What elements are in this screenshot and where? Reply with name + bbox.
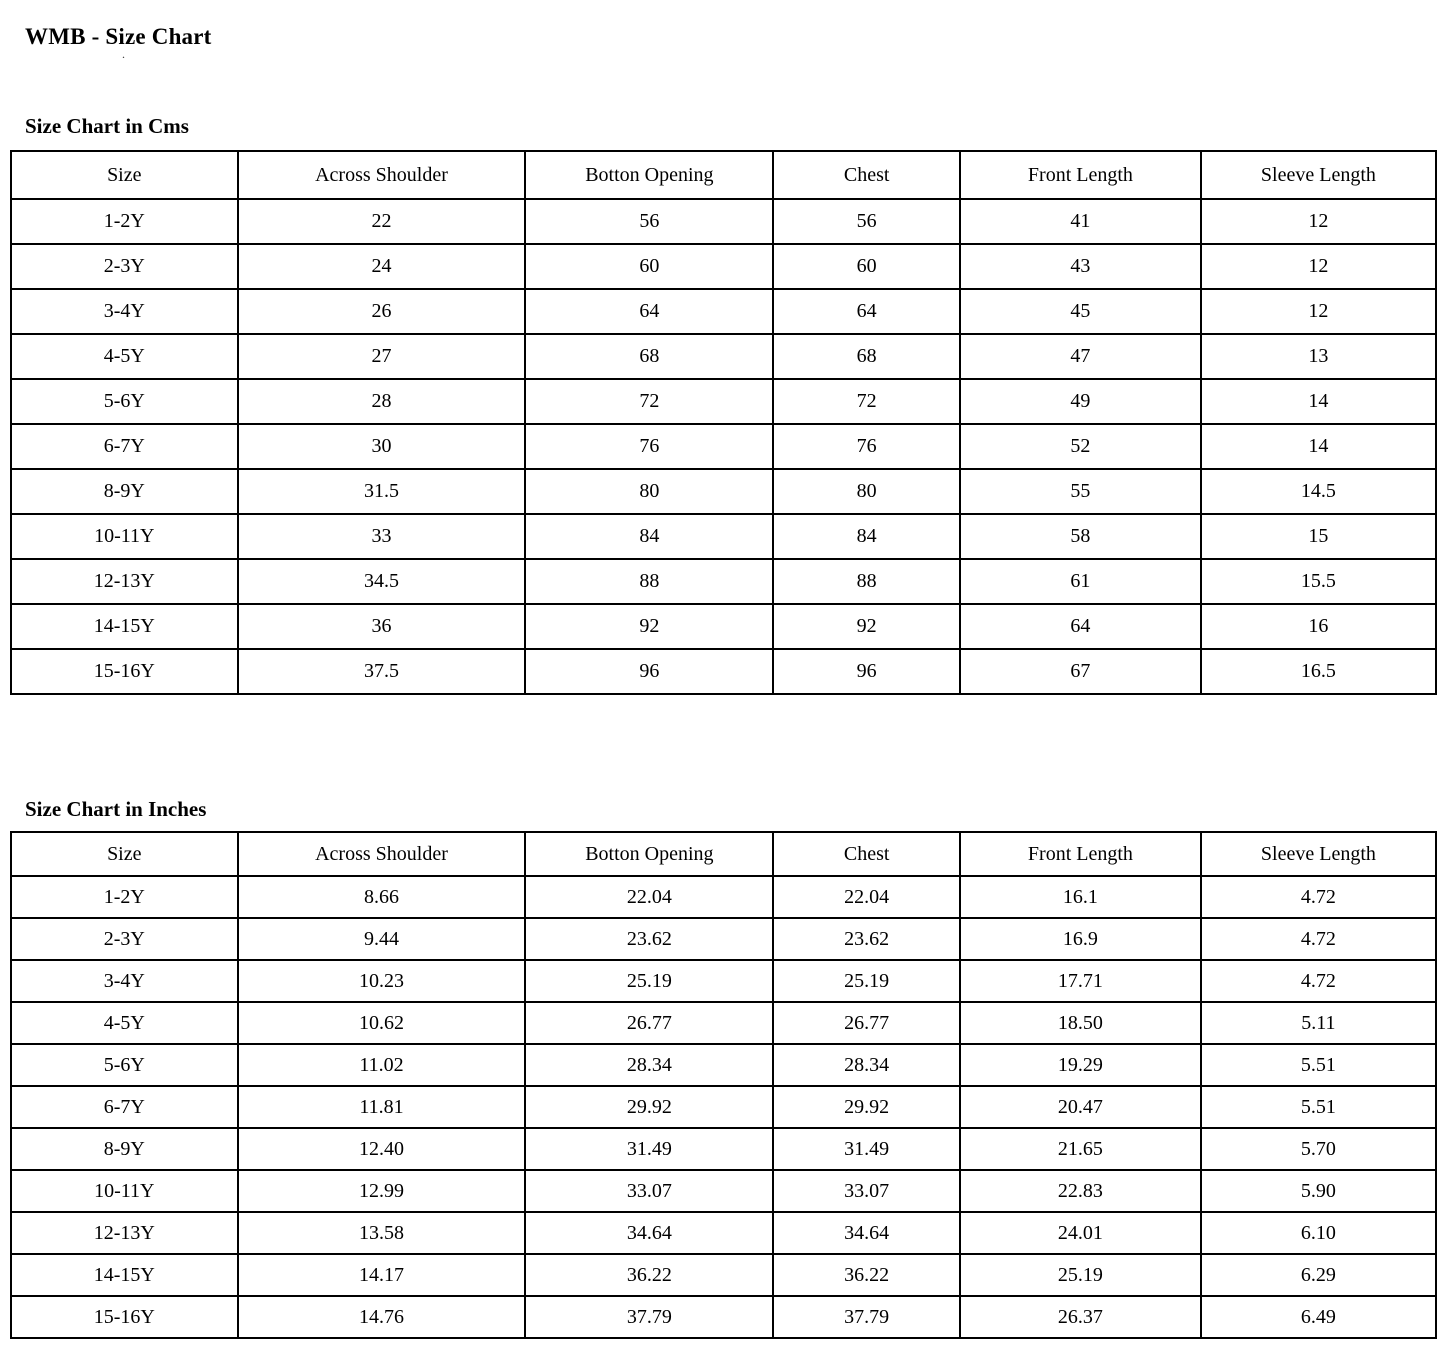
section-heading-cms: Size Chart in Cms	[25, 114, 189, 138]
value-cell: 11.81	[238, 1086, 526, 1128]
size-cell: 4-5Y	[11, 1002, 238, 1044]
table-row	[11, 469, 1436, 514]
value-cell: 56	[525, 199, 773, 244]
column-header: Botton Opening	[525, 151, 773, 199]
size-cell: 4-5Y	[11, 334, 238, 379]
size-cell: 3-4Y	[11, 289, 238, 334]
value-cell: 14.76	[238, 1296, 526, 1338]
column-header: Size	[11, 832, 238, 876]
column-header: Front Length	[960, 832, 1201, 876]
value-cell: 30	[238, 424, 526, 469]
table-row	[11, 876, 1436, 918]
table-row	[11, 1296, 1436, 1338]
value-cell: 34.5	[238, 559, 526, 604]
value-cell: 5.70	[1201, 1128, 1436, 1170]
value-cell: 16.9	[960, 918, 1201, 960]
value-cell: 28	[238, 379, 526, 424]
value-cell: 26	[238, 289, 526, 334]
header-row	[11, 151, 1436, 199]
column-header: Front Length	[960, 151, 1201, 199]
size-chart-inches-table	[10, 831, 1437, 1339]
section-heading-inches: Size Chart in Inches	[25, 797, 207, 821]
size-cell: 10-11Y	[11, 514, 238, 559]
column-header: Across Shoulder	[238, 151, 526, 199]
size-cell: 14-15Y	[11, 604, 238, 649]
value-cell: 31.49	[525, 1128, 773, 1170]
value-cell: 5.51	[1201, 1044, 1436, 1086]
value-cell: 58	[960, 514, 1201, 559]
table-row	[11, 244, 1436, 289]
value-cell: 18.50	[960, 1002, 1201, 1044]
value-cell: 92	[525, 604, 773, 649]
value-cell: 31.49	[773, 1128, 960, 1170]
value-cell: 41	[960, 199, 1201, 244]
value-cell: 72	[773, 379, 960, 424]
size-cell: 6-7Y	[11, 1086, 238, 1128]
size-cell: 5-6Y	[11, 379, 238, 424]
value-cell: 13.58	[238, 1212, 526, 1254]
value-cell: 21.65	[960, 1128, 1201, 1170]
value-cell: 52	[960, 424, 1201, 469]
column-header: Size	[11, 151, 238, 199]
value-cell: 12	[1201, 199, 1436, 244]
value-cell: 9.44	[238, 918, 526, 960]
stray-period: .	[122, 47, 125, 61]
value-cell: 26.37	[960, 1296, 1201, 1338]
value-cell: 56	[773, 199, 960, 244]
value-cell: 25.19	[960, 1254, 1201, 1296]
value-cell: 67	[960, 649, 1201, 694]
value-cell: 23.62	[773, 918, 960, 960]
value-cell: 55	[960, 469, 1201, 514]
column-header: Botton Opening	[525, 832, 773, 876]
size-cell: 3-4Y	[11, 960, 238, 1002]
column-header: Chest	[773, 151, 960, 199]
value-cell: 31.5	[238, 469, 526, 514]
value-cell: 6.10	[1201, 1212, 1436, 1254]
value-cell: 37.79	[773, 1296, 960, 1338]
table-row	[11, 334, 1436, 379]
value-cell: 49	[960, 379, 1201, 424]
value-cell: 88	[773, 559, 960, 604]
value-cell: 14	[1201, 424, 1436, 469]
value-cell: 19.29	[960, 1044, 1201, 1086]
value-cell: 84	[525, 514, 773, 559]
size-cell: 12-13Y	[11, 559, 238, 604]
table-row	[11, 918, 1436, 960]
value-cell: 37.5	[238, 649, 526, 694]
header-row	[11, 832, 1436, 876]
value-cell: 37.79	[525, 1296, 773, 1338]
value-cell: 80	[525, 469, 773, 514]
table-row	[11, 604, 1436, 649]
value-cell: 6.49	[1201, 1296, 1436, 1338]
size-cell: 2-3Y	[11, 918, 238, 960]
value-cell: 10.23	[238, 960, 526, 1002]
value-cell: 64	[960, 604, 1201, 649]
value-cell: 22.83	[960, 1170, 1201, 1212]
value-cell: 16	[1201, 604, 1436, 649]
size-cell: 8-9Y	[11, 469, 238, 514]
value-cell: 16.1	[960, 876, 1201, 918]
column-header: Sleeve Length	[1201, 151, 1436, 199]
value-cell: 24	[238, 244, 526, 289]
value-cell: 22.04	[773, 876, 960, 918]
column-header: Across Shoulder	[238, 832, 526, 876]
table-row	[11, 379, 1436, 424]
table-row	[11, 1212, 1436, 1254]
value-cell: 8.66	[238, 876, 526, 918]
value-cell: 45	[960, 289, 1201, 334]
table-row	[11, 1170, 1436, 1212]
value-cell: 4.72	[1201, 960, 1436, 1002]
size-cell: 8-9Y	[11, 1128, 238, 1170]
table-row	[11, 1086, 1436, 1128]
value-cell: 68	[525, 334, 773, 379]
value-cell: 27	[238, 334, 526, 379]
value-cell: 43	[960, 244, 1201, 289]
value-cell: 92	[773, 604, 960, 649]
value-cell: 34.64	[525, 1212, 773, 1254]
value-cell: 14	[1201, 379, 1436, 424]
value-cell: 64	[773, 289, 960, 334]
value-cell: 4.72	[1201, 918, 1436, 960]
size-cell: 10-11Y	[11, 1170, 238, 1212]
value-cell: 29.92	[773, 1086, 960, 1128]
value-cell: 6.29	[1201, 1254, 1436, 1296]
value-cell: 33.07	[773, 1170, 960, 1212]
size-cell: 5-6Y	[11, 1044, 238, 1086]
value-cell: 17.71	[960, 960, 1201, 1002]
table-row	[11, 649, 1436, 694]
value-cell: 12.40	[238, 1128, 526, 1170]
value-cell: 60	[525, 244, 773, 289]
value-cell: 10.62	[238, 1002, 526, 1044]
size-cell: 2-3Y	[11, 244, 238, 289]
page-title: WMB - Size Chart	[25, 24, 212, 49]
value-cell: 68	[773, 334, 960, 379]
value-cell: 26.77	[525, 1002, 773, 1044]
value-cell: 16.5	[1201, 649, 1436, 694]
value-cell: 34.64	[773, 1212, 960, 1254]
table-row	[11, 960, 1436, 1002]
value-cell: 15	[1201, 514, 1436, 559]
value-cell: 22.04	[525, 876, 773, 918]
value-cell: 84	[773, 514, 960, 559]
value-cell: 25.19	[525, 960, 773, 1002]
size-cell: 1-2Y	[11, 199, 238, 244]
value-cell: 80	[773, 469, 960, 514]
size-cell: 12-13Y	[11, 1212, 238, 1254]
value-cell: 12.99	[238, 1170, 526, 1212]
value-cell: 96	[773, 649, 960, 694]
table-row	[11, 1044, 1436, 1086]
value-cell: 36.22	[525, 1254, 773, 1296]
value-cell: 22	[238, 199, 526, 244]
table-row	[11, 289, 1436, 334]
value-cell: 28.34	[525, 1044, 773, 1086]
size-chart-cms-table	[10, 150, 1437, 695]
value-cell: 5.90	[1201, 1170, 1436, 1212]
value-cell: 15.5	[1201, 559, 1436, 604]
value-cell: 96	[525, 649, 773, 694]
table-row	[11, 514, 1436, 559]
value-cell: 28.34	[773, 1044, 960, 1086]
value-cell: 12	[1201, 244, 1436, 289]
value-cell: 14.17	[238, 1254, 526, 1296]
value-cell: 76	[525, 424, 773, 469]
size-cell: 14-15Y	[11, 1254, 238, 1296]
value-cell: 60	[773, 244, 960, 289]
value-cell: 11.02	[238, 1044, 526, 1086]
value-cell: 33	[238, 514, 526, 559]
value-cell: 5.11	[1201, 1002, 1436, 1044]
size-cell: 15-16Y	[11, 649, 238, 694]
value-cell: 4.72	[1201, 876, 1436, 918]
value-cell: 26.77	[773, 1002, 960, 1044]
table-row	[11, 1002, 1436, 1044]
size-cell: 1-2Y	[11, 876, 238, 918]
column-header: Chest	[773, 832, 960, 876]
value-cell: 61	[960, 559, 1201, 604]
value-cell: 13	[1201, 334, 1436, 379]
value-cell: 36.22	[773, 1254, 960, 1296]
table-row	[11, 199, 1436, 244]
table-row	[11, 559, 1436, 604]
value-cell: 25.19	[773, 960, 960, 1002]
value-cell: 64	[525, 289, 773, 334]
value-cell: 5.51	[1201, 1086, 1436, 1128]
value-cell: 23.62	[525, 918, 773, 960]
table-row	[11, 1128, 1436, 1170]
size-cell: 15-16Y	[11, 1296, 238, 1338]
value-cell: 33.07	[525, 1170, 773, 1212]
value-cell: 24.01	[960, 1212, 1201, 1254]
value-cell: 76	[773, 424, 960, 469]
value-cell: 88	[525, 559, 773, 604]
value-cell: 36	[238, 604, 526, 649]
table-row	[11, 424, 1436, 469]
value-cell: 29.92	[525, 1086, 773, 1128]
value-cell: 20.47	[960, 1086, 1201, 1128]
value-cell: 72	[525, 379, 773, 424]
table-row	[11, 1254, 1436, 1296]
value-cell: 12	[1201, 289, 1436, 334]
size-cell: 6-7Y	[11, 424, 238, 469]
column-header: Sleeve Length	[1201, 832, 1436, 876]
value-cell: 14.5	[1201, 469, 1436, 514]
value-cell: 47	[960, 334, 1201, 379]
